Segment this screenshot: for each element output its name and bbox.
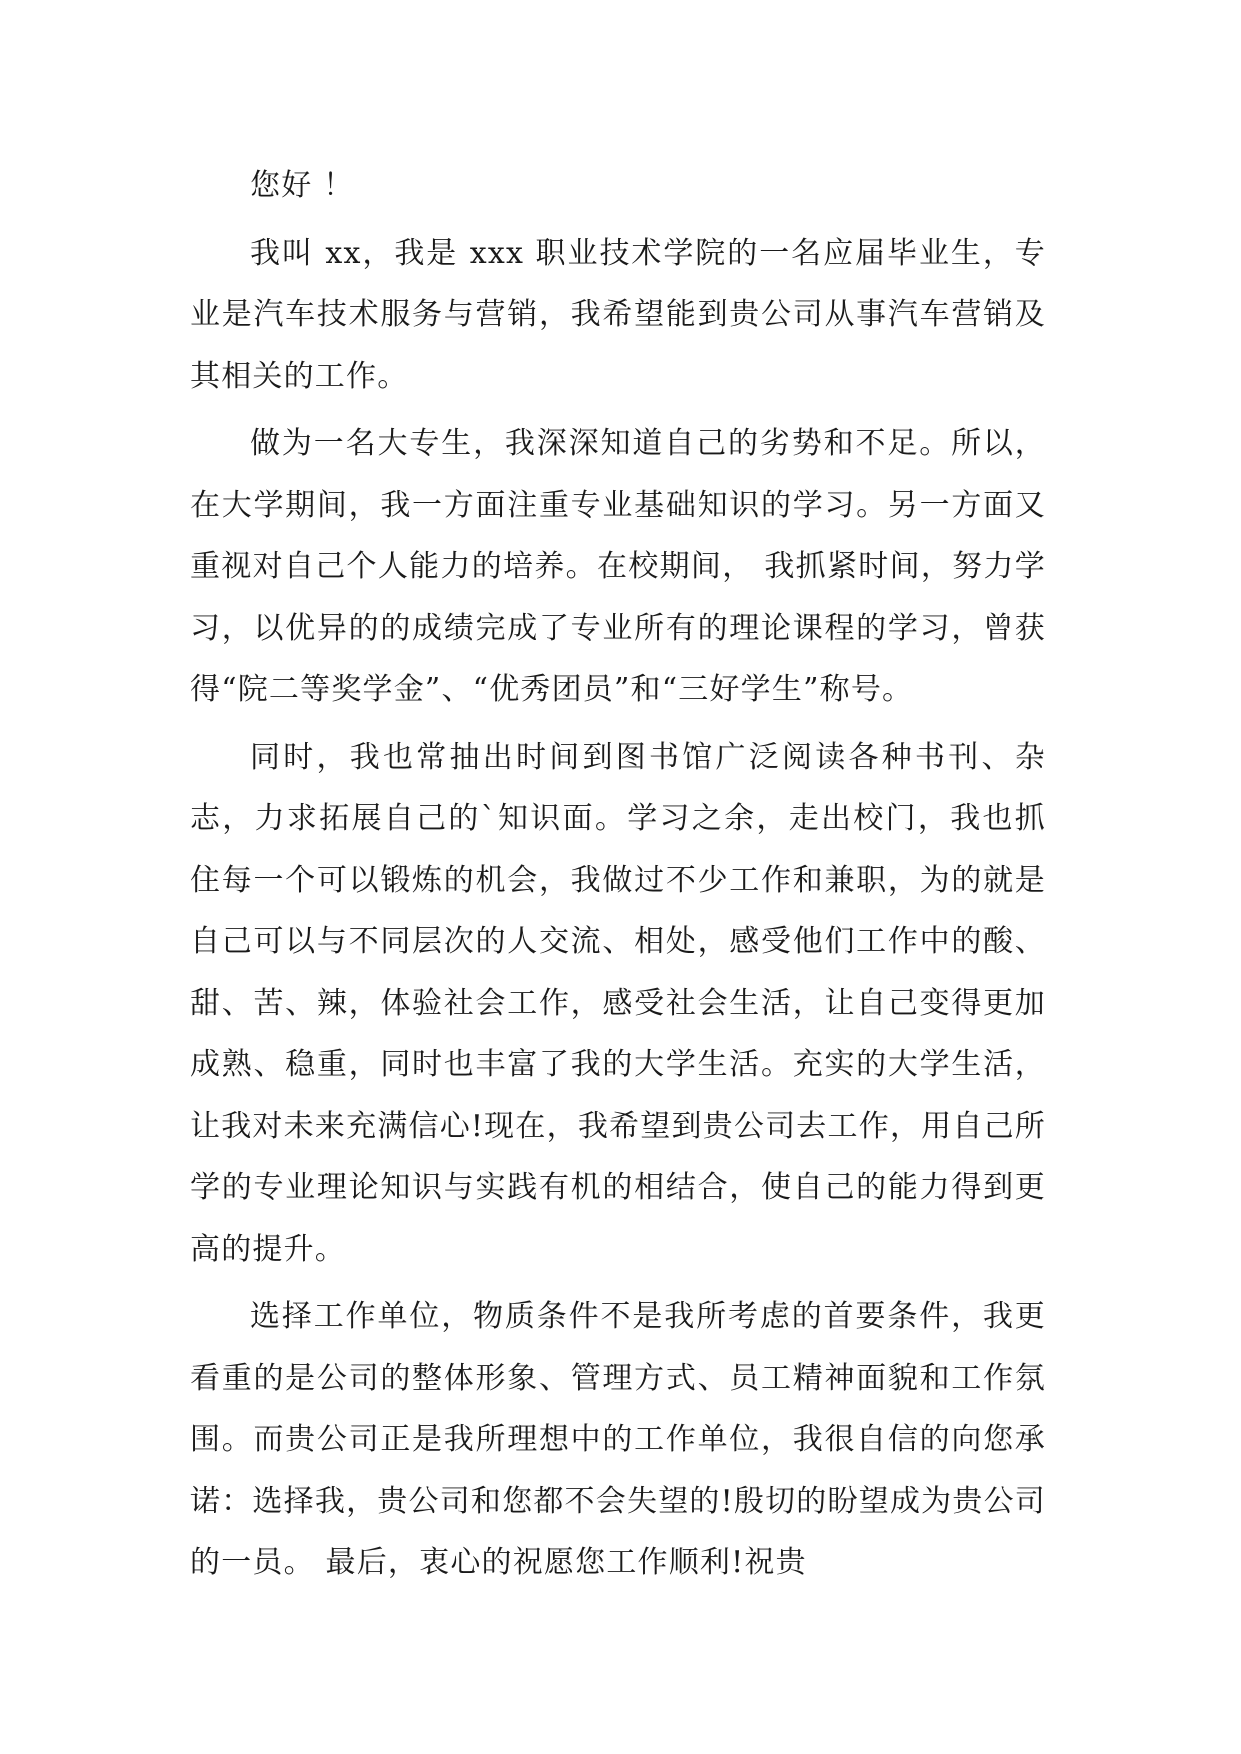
paragraph-education: 做为一名大专生，我深深知道自己的劣势和不足。所以，在大学期间，我一方面注重专业基础知识的学习。另一方面又重视对自己个人能力的培养。在校期间， 我抓紧时间，努力学习，以优异的的成绩完成了专业所有的理论课程的学习，曾获得“院二等奖学金”、“优秀团员”和“三好学生”称号。 <box>190 426 1046 707</box>
paragraph-introduction: 我叫 xx，我是 xxx 职业技术学院的一名应届毕业生，专业是汽车技术服务与营销，我希望能到贵公司从事汽车营销及其相关的工作。 <box>190 235 1046 394</box>
greeting: 您好 ！ <box>250 168 355 203</box>
letter-body <box>190 155 1046 1600</box>
paragraph-activities: 同时，我也常抽出时间到图书馆广泛阅读各种书刊、杂志，力求拓展自己的`知识面。学习之余，走出校门，我也抓住每一个可以锻炼的机会，我做过不少工作和兼职，为的就是自己可以与不同层次的人交流、相处，感受他们工作中的酸、甜、苦、辣，体验社会工作，感受社会生活，让自己变得更加成熟、稳重，同时也丰富了我的大学生活。充实的大学生活，让我对未来充满信心!现在，我希望到贵公司去工作，用自己所学的专业理论知识与实践有机的相结合，使自己的能力得到更高的提升。 <box>190 739 1046 1267</box>
paragraph-closing: 选择工作单位，物质条件不是我所考虑的首要条件，我更看重的是公司的整体形象、管理方式、员工精神面貌和工作氛围。而贵公司正是我所理想中的工作单位，我很自信的向您承诺：选择我，贵公司和您都不会失望的!殷切的盼望成为贵公司的一员。 最后，衷心的祝愿您工作顺利!祝贵 <box>190 1299 1046 1580</box>
